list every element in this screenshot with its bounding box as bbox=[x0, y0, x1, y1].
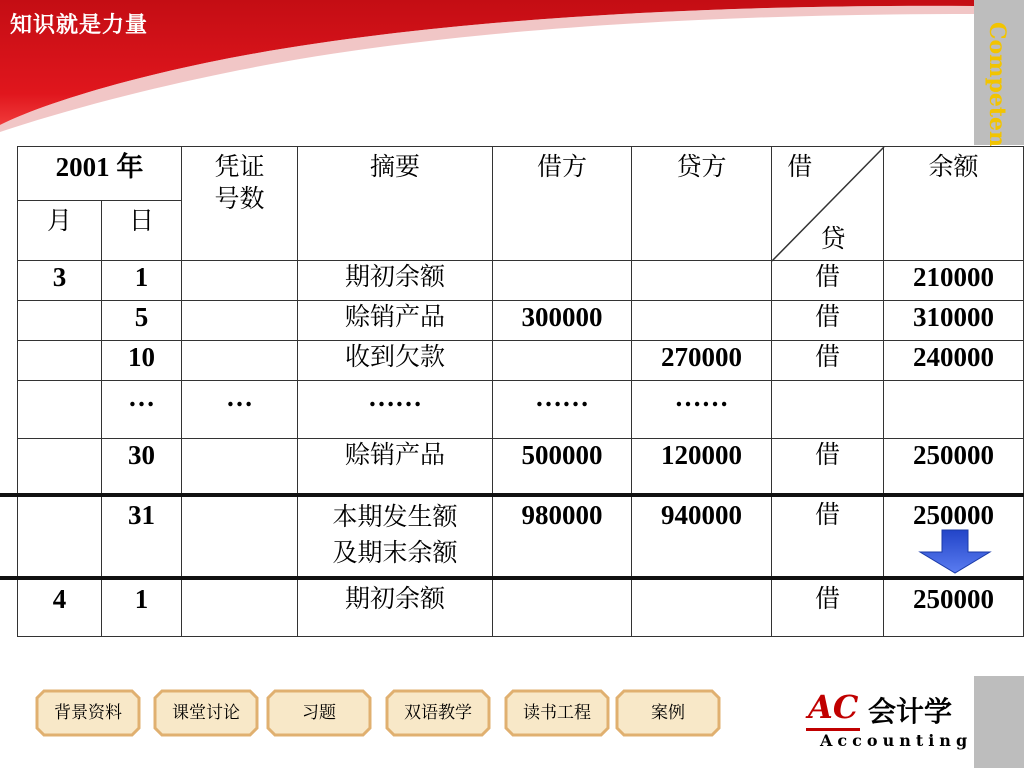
cell-credit: 940000 bbox=[632, 495, 772, 579]
header-day: 日 bbox=[102, 201, 182, 261]
cell-month bbox=[18, 439, 102, 495]
cell-dc: 借 bbox=[772, 341, 884, 381]
table-row bbox=[18, 495, 1024, 579]
cell-voucher bbox=[182, 495, 298, 579]
nav-button-background[interactable] bbox=[36, 690, 140, 736]
ledger-table bbox=[17, 146, 1024, 637]
cell-balance: 250000 bbox=[884, 495, 1024, 579]
cell-voucher bbox=[182, 341, 298, 381]
cell-credit bbox=[632, 261, 772, 301]
cell-summary: 赊销产品 bbox=[298, 439, 493, 495]
nav-button-exercises[interactable] bbox=[267, 690, 371, 736]
table-row bbox=[18, 341, 1024, 381]
cell-day: 1 bbox=[102, 579, 182, 637]
nav-button-label: 背景资料 bbox=[54, 703, 122, 723]
cell-summary: 期初余额 bbox=[298, 579, 493, 637]
header-dc-bottom: 贷 bbox=[820, 224, 846, 253]
table-row bbox=[18, 381, 1024, 439]
cell-dc: 借 bbox=[772, 579, 884, 637]
cell-voucher bbox=[182, 261, 298, 301]
nav-button-bilingual[interactable] bbox=[386, 690, 490, 736]
header-dc-top: 借 bbox=[787, 152, 813, 181]
cell-debit: 980000 bbox=[493, 495, 632, 579]
header-voucher: 凭证 号数 bbox=[182, 147, 298, 261]
slide-title: 应收账款 bbox=[262, 69, 438, 115]
logo-title: 会计学 bbox=[868, 695, 953, 728]
cell-day: 1 bbox=[102, 261, 182, 301]
cell-dc: 借 bbox=[772, 301, 884, 341]
cell-voucher bbox=[182, 579, 298, 637]
cell-balance: 310000 bbox=[884, 301, 1024, 341]
cell-month: 3 bbox=[18, 261, 102, 301]
nav-button-reading[interactable] bbox=[505, 690, 609, 736]
cell-day: 10 bbox=[102, 341, 182, 381]
cell-credit: 270000 bbox=[632, 341, 772, 381]
cell-credit bbox=[632, 301, 772, 341]
cell-debit: 500000 bbox=[493, 439, 632, 495]
cell-debit bbox=[493, 261, 632, 301]
nav-button-cases[interactable] bbox=[616, 690, 720, 736]
table-row bbox=[18, 579, 1024, 637]
cell-dc: 借 bbox=[772, 261, 884, 301]
cell-month bbox=[18, 341, 102, 381]
cell-summary: 赊销产品 bbox=[298, 301, 493, 341]
cell-dc: 借 bbox=[772, 495, 884, 579]
cell-summary: …… bbox=[298, 381, 493, 439]
table-row bbox=[18, 439, 1024, 495]
cell-balance: 240000 bbox=[884, 341, 1024, 381]
side-panel-bottom bbox=[974, 676, 1024, 768]
side-panel-text: Competen bbox=[984, 22, 1010, 147]
nav-button-label: 双语教学 bbox=[404, 703, 472, 723]
cell-day: 5 bbox=[102, 301, 182, 341]
table-row bbox=[18, 261, 1024, 301]
brand-slogan: 知识就是力量 bbox=[10, 13, 149, 38]
header-year: 2001 年 bbox=[18, 147, 182, 201]
nav-button-label: 课堂讨论 bbox=[172, 703, 240, 723]
cell-summary: 本期发生额 及期末余额 bbox=[298, 495, 493, 579]
cell-dc bbox=[772, 381, 884, 439]
cell-month bbox=[18, 495, 102, 579]
period-rule-top bbox=[0, 493, 1024, 497]
header-debit-credit bbox=[772, 147, 884, 261]
cell-month bbox=[18, 301, 102, 341]
nav-button-label: 习题 bbox=[302, 703, 336, 723]
period-rule-bottom bbox=[0, 576, 1024, 580]
cell-day: … bbox=[102, 381, 182, 439]
cell-balance: 250000 bbox=[884, 439, 1024, 495]
cell-voucher bbox=[182, 301, 298, 341]
logo-ac: AC bbox=[808, 688, 859, 726]
cell-month bbox=[18, 381, 102, 439]
cell-summary: 收到欠款 bbox=[298, 341, 493, 381]
cell-debit bbox=[493, 579, 632, 637]
cell-dc: 借 bbox=[772, 439, 884, 495]
cell-credit bbox=[632, 579, 772, 637]
header-month: 月 bbox=[18, 201, 102, 261]
nav-button-label: 案例 bbox=[651, 703, 685, 723]
cell-day: 31 bbox=[102, 495, 182, 579]
cell-summary: 期初余额 bbox=[298, 261, 493, 301]
cell-credit: 120000 bbox=[632, 439, 772, 495]
cell-balance: 210000 bbox=[884, 261, 1024, 301]
arrow-down-icon bbox=[920, 530, 992, 574]
header-credit: 贷方 bbox=[632, 147, 772, 261]
cell-debit: …… bbox=[493, 381, 632, 439]
cell-debit bbox=[493, 341, 632, 381]
header-debit: 借方 bbox=[493, 147, 632, 261]
header-balance: 余额 bbox=[884, 147, 1024, 261]
cell-balance: 250000 bbox=[884, 579, 1024, 637]
cell-voucher: … bbox=[182, 381, 298, 439]
cell-day: 30 bbox=[102, 439, 182, 495]
cell-credit: …… bbox=[632, 381, 772, 439]
nav-button-label: 读书工程 bbox=[523, 703, 591, 723]
cell-month: 4 bbox=[18, 579, 102, 637]
header-summary: 摘要 bbox=[298, 147, 493, 261]
cell-debit: 300000 bbox=[493, 301, 632, 341]
table-row bbox=[18, 301, 1024, 341]
cell-balance bbox=[884, 381, 1024, 439]
logo-subtitle: Accounting bbox=[820, 731, 973, 750]
nav-button-class-discussion[interactable] bbox=[154, 690, 258, 736]
cell-voucher bbox=[182, 439, 298, 495]
